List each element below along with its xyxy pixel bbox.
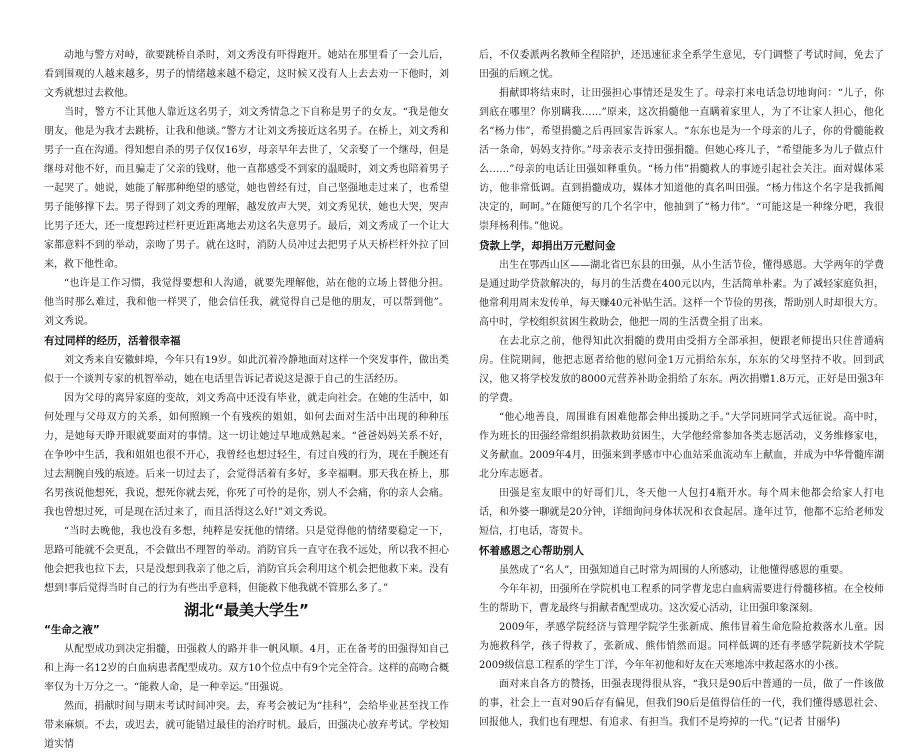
paragraph: 面对来自各方的赞扬，田强表现得很从容，“我只是90后中普通的一员，做了一件该做的事，社会上一直对90后存有偏见，但我们90后是值得信任的一代，我们懂得感恩社会、回报他人，我们也有理想、有追求、有担当。我们不是垮掉的一代。”(记者 甘丽华) (479, 679, 884, 728)
paragraph: 捐献即将结束时，让田强担心事情还是发生了。母亲打来电话急切地询问：“儿子，你到底在哪里？你别瞒我……”原来，这次捐髓他一直瞒着家里人，为了不让家人担心，他化名“杨力伟”，希望捐髓之后再回家告诉家人。“东东也是为一个母亲的儿子，你的骨髓能救活一条命，妈妈支持你。”母亲表示支持田强捐髓。但她心疼儿子，“希望能多为儿子做点什么……”母亲的电话让田强如释重负。“杨力伟”捐髓救人的事迹引起社会关注。面对媒体采访，他非常低调。直到捐髓成功，媒体才知道他的真名叫田强。“杨力伟这个名字是我抓阄决定的，呵呵。”在随便写的几个名字中，他抽到了“杨力伟”。“可能这是一种缘分吧，我很崇拜杨利伟。”他说。 (479, 88, 884, 232)
paragraph: 然而，捐献时间与期末考试时间冲突。去，弃考会被记为“挂科”，会给毕业甚至找工作带来麻烦。不去，或迟去，就可能错过最佳的治疗时机。最后，田强决心放弃考试。学校知道实情 (44, 701, 449, 750)
left-column (44, 46, 449, 750)
paragraph: 因为父母的离异家庭的变故，刘文秀高中还没有毕业，就走向社会。在她的生活中，如何处理与父母双方的关系，如何照顾一个有残疾的姐姐，如何去面对生活中出现的种种压力，是她每天睁开眼就要面对的事情。这一切让她过早地成熟起来。“爸爸妈妈关系不好，在争吵中生活，我和姐姐也很不开心，我曾经也想过轻生，有过自残的行为，现在手腕还有过去割腕自残的痕迹。后来一切过去了，会觉得活着有多好，多幸福啊。那天我在桥上，那名男孩说他想死，我说，想死你就去死，你死了可怜的是你，别人不会痛，你的亲人会痛。我也曾想过死，可是现在活过来了，而且活得这么好!”刘文秀说。 (44, 393, 449, 518)
paragraph: 在去北京之前，他得知此次捐髓的费用由受捐方全部承担，便跟老师提出只住普通病房。住院期间，他把志愿者给他的慰问金1万元捐给东东，东东的父母坚持不收。回到武汉，他又将学校发放的8000元营养补助金捐给了东东。两次捐赠1.8万元，正好是田强3年的学费。 (479, 336, 884, 404)
paragraph: “也许是工作习惯，我觉得要想和人沟通，就要先理解他，站在他的立场上替他分担。他当时那么难过，我和他一样哭了，他会信任我，就觉得自己是他的朋友，可以帮到他”。刘文秀说。 (44, 278, 449, 327)
section-heading: 贷款上学，却捐出万元慰问金 (479, 240, 616, 252)
paragraph: 田强是室友眼中的好哥们儿，冬天他一人包打4瓶开水。每个周末他都会给家人打电话，和外婆一聊就是20分钟，详细询问身体状况和衣食起居。逢年过节，他都不忘给老师发短信，打电话，寄贺卡。 (479, 488, 884, 537)
section-heading: 怀着感恩之心帮助别人 (479, 545, 584, 557)
paragraph: 刘文秀来自安徽蚌埠，今年只有19岁。如此沉着冷静地面对这样一个突发事件，做出类似于一个谈判专家的机智举动，她在电话里告诉记者说这是源于自己的生活经历。 (44, 355, 449, 385)
paragraph: “当时去晚他，我也没有多想，纯粹是安抚他的情绪。只是觉得他的情绪要稳定一下，思路可能就不会更乱，不会做出不理智的举动。消防官兵一直守在我不远处，所以我不担心他会把我也拉下去，只是没想到我亲了他之后，消防官兵会利用这个机会把他救下来。没有想到!事后觉得当时自己的行为有些出乎意料，但能救下他我就不管那么多了。” (44, 526, 449, 594)
paragraph: “他心地善良，周围谁有困难他都会伸出援助之手。”大学同班同学式远征说。高中时，作为班长的田强经常组织捐款救助贫困生，大学他经常参加各类志愿活动，义务维修家电，义务献血。2009年4月，田强来到孝感市中心血站采血流动车上献血，并成为中华骨髓库湖北分库志愿者。 (479, 412, 884, 480)
section-heading: 有过同样的经历，活着很幸福 (44, 335, 181, 347)
paragraph: 今年年初，田强所在学院机电工程系的同学曹龙忠白血病需要进行骨髓移植。在全校师生的帮助下，曹龙最终与捐献者配型成功。这次爱心活动，让田强印象深刻。 (479, 584, 884, 614)
section-heading: “生命之液” (44, 624, 100, 636)
paragraph: 后，不仅委派两名教师全程陪护，还迅速征求全系学生意见，专门调整了考试时间，免去了田强的后顾之忧。 (479, 50, 884, 80)
paragraph: 动地与警方对峙，欲要跳桥自杀时，刘文秀没有吓得跑开。她站在那里看了一会儿后，看到围观的人越来越多，男子的情绪越来越不稳定，这时候又没有人上去去劝一下他时，刘文秀就想过去救他。 (44, 50, 449, 99)
paragraph: 从配型成功到决定捐髓，田强救人的路并非一帆风顺。4月，正在备考的田强得知自己和上海一名12岁的白血病患者配型成功。双方10个位点中有9个完全符合。这样的高吻合概率仅为十万分之一。“能救人命，是一种幸运。”田强说。 (44, 644, 449, 693)
article-title: 湖北“最美大学生” (184, 601, 309, 619)
paragraph: 虽然成了“名人”，田强知道自己时常为周围的人所感动，让他懂得感恩的重要。 (499, 565, 850, 576)
paragraph: 出生在鄂西山区——湖北省巴东县的田强，从小生活节俭，懂得感恩。大学两年的学费是通过助学贷款解决的，每月的生活费在400元以内，生活简单朴素。为了减轻家庭负担，他常利用周末发传单，每天赚40元补贴生活。这样一个节俭的男孩，帮助别人时却很大方。高中时，学校组织贫困生救助会，他把一周的生活费全捐了出来。 (479, 260, 884, 328)
paragraph: 当时，警方不让其他人靠近这名男子，刘文秀情急之下自称是男子的女友。“我是他女朋友，他是为我才去跳桥，让我和他谈。”警方才让刘文秀接近这名男子。在桥上，刘文秀和男子一直在沟通。得知想自杀的男子仅仅16岁，母亲早年去世了，父亲娶了一个继母，但是继母对他不好，而且骗走了父亲的钱财，他一直都感受不到家的温暖时，刘文秀也陪着男子一起哭了。她说，她能了解那种绝望的感觉，她也曾经有过，自己坚强地走过来了，也希望男子能够撑下去。男子得到了刘文秀的理解，越发放声大哭，刘文秀见状，她也大哭，哭声比男子还大，还一度想跨过栏杆更近距离地去劝这名失意男子。最后，刘文秀成了一个让大家都意料不到的举动，亲吻了男子。就在这时，消防人员冲过去把男子从天桥栏杆外拉了回来，救下他性命。 (44, 107, 449, 270)
paragraph: 2009年，孝感学院经济与管理学院学生张新成、熊伟冒着生命危险抢救落水儿童。因为施救科学，孩子得救了，张新成、熊伟悄然而退。同样低调的还有孝感学院新技术学院2009级信息工程系的学生丁洋，今年年初他和好友在天寒地冻中救起落水的小孩。 (479, 622, 884, 671)
right-column (479, 46, 884, 728)
